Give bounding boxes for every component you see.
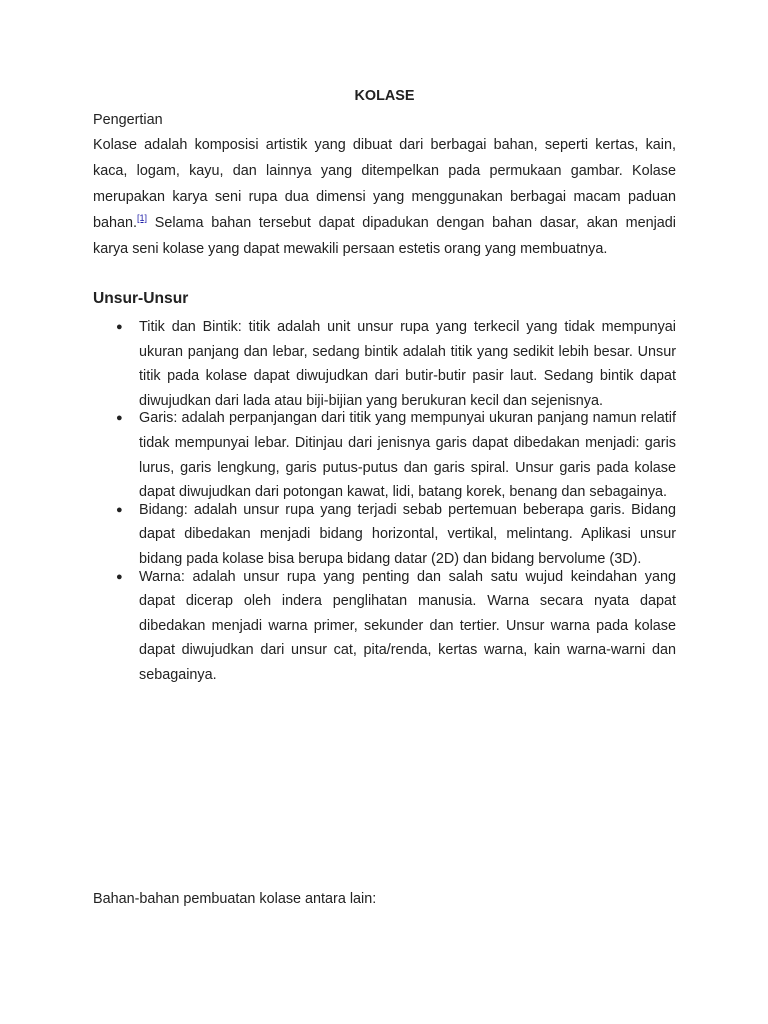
- section-heading-unsur: Unsur-Unsur: [93, 290, 189, 307]
- document-title: KOLASE: [354, 88, 415, 104]
- bullet-dot-icon: ●: [116, 321, 123, 333]
- bullet-item-bidang: [93, 498, 676, 572]
- bullet-dot-icon: ●: [116, 503, 123, 516]
- intro-paragraph: [93, 132, 676, 262]
- bullet-item-warna: [93, 565, 676, 688]
- footnote-link[interactable]: [1]: [137, 213, 148, 224]
- unsur-bullet-list: [93, 315, 676, 688]
- bullet-text: Titik dan Bintik: titik adalah unit unsur rupa yang terkecil yang tidak mempunyai ukuran panjang dan lebar, sedang bintik adalah titik yang sedikit lebih besar. Unsur titik pada kolase dapat diwujudkan dari butir-butir pasir laut. Sedang bintik dapat diwujudkan dari lada atau biji-bijian yang berukuran kecil dan sejenisnya.: [139, 319, 676, 409]
- bullet-dot-icon: ●: [116, 570, 123, 583]
- bullet-item-titik: [93, 315, 676, 413]
- bullet-text: Warna: adalah unsur rupa yang penting dan salah satu wujud keindahan yang dapat dicerap oleh indera penglihatan manusia. Warna secara nyata dapat dibedakan menjadi warna primer, sekunder dan tertier. Unsur warna pada kolase dapat diwujudkan dari unsur cat, pita/renda, kertas warna, kain warna-warni dan sebagainya.: [139, 568, 676, 683]
- bullet-text: Bidang: adalah unsur rupa yang terjadi sebab pertemuan beberapa garis. Bidang dapat dibedakan menjadi bidang horizontal, vertikal, melintang. Aplikasi unsur bidang pada kolase bisa berupa bidang datar (2D) dan bidang bervolume (3D).: [139, 501, 676, 567]
- intro-text-part1: Kolase adalah komposisi artistik yang dibuat dari berbagai bahan, seperti kertas, kain, kaca, logam, kayu, dan lainnya yang ditempelkan pada permukaan gambar. Kolase merupakan karya seni rupa dua dimensi yang menggunakan berbagai macam paduan bahan.: [93, 137, 676, 231]
- intro-text-part2: Selama bahan tersebut dapat dipadukan dengan bahan dasar, akan menjadi karya seni kolase yang dapat mewakili persaan estetis orang yang membuatnya.: [93, 215, 676, 257]
- bullet-dot-icon: ●: [116, 412, 123, 425]
- bullet-text: Garis: adalah perpanjangan dari titik yang mempunyai ukuran panjang namun relatif tidak mempunyai lebar. Ditinjau dari jenisnya garis dapat dibedakan menjadi: garis lurus, garis lengkung, garis putus-putus dan garis spiral. Unsur garis pada kolase dapat diwujudkan dari potongan kawat, lidi, batang korek, benang dan sebagainya.: [139, 410, 676, 501]
- subheading-pengertian: Pengertian: [93, 112, 163, 128]
- bullet-item-garis: [93, 406, 676, 504]
- closing-line: Bahan-bahan pembuatan kolase antara lain:: [93, 891, 377, 907]
